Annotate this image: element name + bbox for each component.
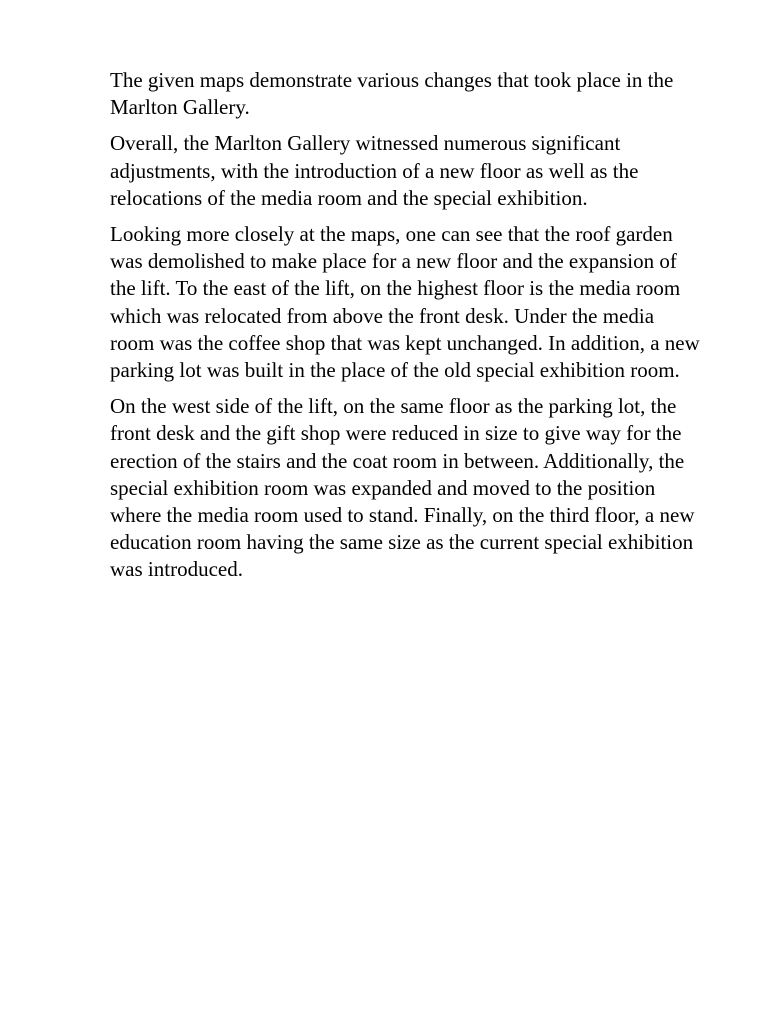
paragraph-introduction: The given maps demonstrate various changes that took place in the Marlton Gallery. [110,68,674,120]
paragraph-overview: Overall, the Marlton Gallery witnessed numerous significant adjustments, with the introduction of a new floor as well as the relocations of the media room and the special exhibition. [110,131,639,210]
paragraph-body-1: Looking more closely at the maps, one can see that the roof garden was demolished to make place for a new floor and the expansion of the lift. To the east of the lift, on the highest floor is the media room which was relocated from above the front desk. Under the media room was the coffee shop that was kept unchanged. In addition, a new parking lot was built in the place of the old special exhibition room. [110,222,700,383]
document-body [110,67,700,593]
paragraph-body-2: On the west side of the lift, on the same floor as the parking lot, the front desk and the gift shop were reduced in size to give way for the erection of the stairs and the coat room in between. Additionally, the special exhibition room was expanded and moved to the position where the media room used to stand. Finally, on the third floor, a new education room having the same size as the current special exhibition was introduced. [110,394,695,582]
